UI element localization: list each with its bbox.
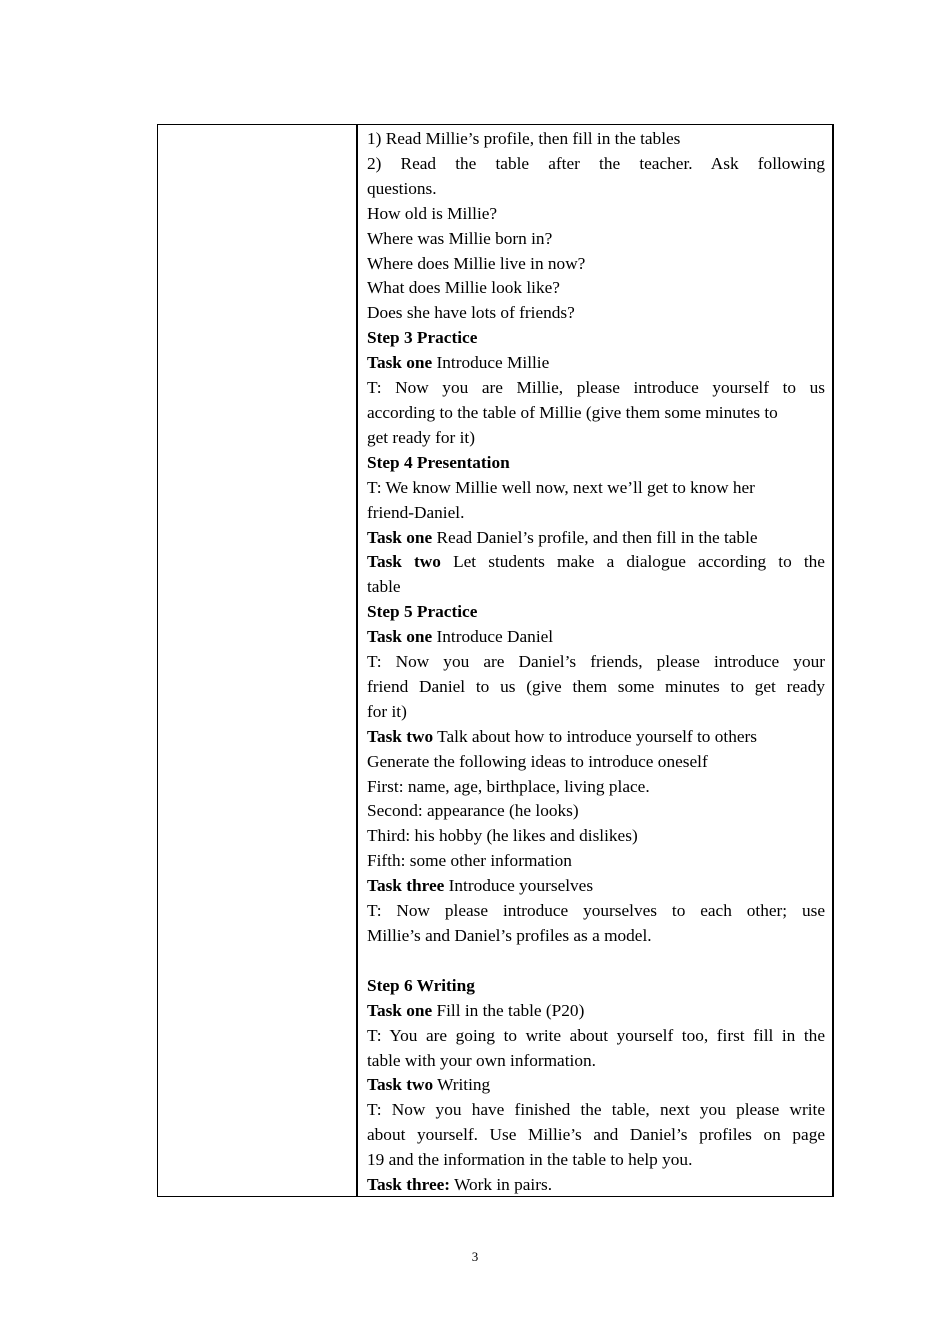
text-line [367,501,825,526]
line-text: T: We know Millie well now, next we’ll get to know her [367,477,755,497]
bold-label: Task two [367,726,434,746]
blank-line [367,949,825,974]
line-text: T: Now you have finished the table, next you please write [367,1100,825,1120]
text-line [367,874,825,899]
text-line [367,227,825,252]
text-line [367,351,825,376]
line-text: Introduce Daniel [432,627,554,647]
text-line [367,476,825,501]
text-line [367,1148,825,1173]
lesson-table [157,124,834,1197]
text-line [367,1173,825,1198]
line-text: friend Daniel to us (give them some minutes to get ready [367,676,825,696]
text-line [367,177,825,202]
line-text: Introduce yourselves [444,876,594,896]
bold-label: Task three [367,876,445,896]
text-line [367,799,825,824]
text-line [367,650,825,675]
text-line [367,301,825,326]
text-line [367,276,825,301]
page-number: 3 [471,1249,479,1264]
line-text: Where does Millie live in now? [367,253,586,273]
line-text: according to the table of Millie (give them some minutes to [367,402,778,422]
text-line [367,1123,825,1148]
line-text: Third: his hobby (he likes and dislikes) [367,826,638,846]
line-text: T: Now you are Millie, please introduce yourself to us [367,378,825,398]
line-text: Talk about how to introduce yourself to others [433,726,757,746]
line-text: friend-Daniel. [367,502,465,522]
text-line [367,550,825,575]
section-heading [367,600,825,625]
text-line [367,202,825,227]
text-line [367,152,825,177]
text-line [367,575,825,600]
text-line [367,526,825,551]
bold-label: Task one [367,1000,433,1020]
line-text: Let students make a dialogue according to the [440,552,825,572]
text-line [367,252,825,277]
text-line [367,999,825,1024]
section-heading [367,326,825,351]
text-line [367,849,825,874]
lesson-content-cell [367,127,825,1198]
line-text: T: You are going to write about yourself too, first fill in the [367,1025,825,1045]
line-text: for it) [367,701,407,721]
line-text: How old is Millie? [367,203,498,223]
line-text: 19 and the information in the table to help you. [367,1150,693,1170]
bold-label: Task one [367,527,433,547]
text-line [367,1073,825,1098]
text-line [367,750,825,775]
bold-label: Step 6 Writing [367,975,475,995]
text-line [367,775,825,800]
text-line [367,426,825,451]
line-text: Introduce Millie [432,353,550,373]
bold-label: Task two [367,1075,434,1095]
bold-label: Task two [367,552,441,572]
line-text: table with your own information. [367,1050,596,1070]
text-line [367,401,825,426]
bold-label: Task one [367,353,433,373]
line-text: Work in pairs. [450,1175,553,1195]
text-line [367,675,825,700]
section-heading [367,974,825,999]
line-text: Writing [433,1075,491,1095]
text-line [367,127,825,152]
line-text: about yourself. Use Millie’s and Daniel’s profiles on page [367,1125,825,1145]
text-line [367,924,825,949]
line-text: T: Now please introduce yourselves to each other; use [367,901,825,921]
bold-label: Step 5 Practice [367,602,478,622]
line-text: 2) Read the table after the teacher. Ask following [367,153,825,173]
line-text: Millie’s and Daniel’s profiles as a model. [367,926,652,945]
bold-label: Step 3 Practice [367,328,478,348]
text-line [367,1024,825,1049]
line-text: Does she have lots of friends? [367,303,575,323]
section-heading [367,451,825,476]
text-line [367,376,825,401]
line-text: Generate the following ideas to introduce oneself [367,751,708,771]
line-text: Where was Millie born in? [367,228,553,248]
bold-label: Step 4 Presentation [367,452,510,472]
text-line [367,824,825,849]
text-line [367,899,825,924]
line-text: get ready for it) [367,427,475,447]
line-text: Fill in the table (P20) [432,1000,585,1020]
line-text: Read Daniel’s profile, and then fill in the table [432,527,758,547]
text-line [367,725,825,750]
left-column-cell [158,125,358,1196]
text-line [367,700,825,725]
line-text: What does Millie look like? [367,278,560,298]
text-line [367,1049,825,1074]
line-text: Fifth: some other information [367,851,572,871]
line-text: questions. [367,178,437,198]
line-text: First: name, age, birthplace, living place. [367,776,650,796]
line-text: 1) Read Millie’s profile, then fill in the tables [367,129,681,148]
text-line [367,625,825,650]
text-line [367,1098,825,1123]
line-text: T: Now you are Daniel’s friends, please introduce your [367,652,825,672]
line-text: table [367,577,401,597]
line-text: Second: appearance (he looks) [367,801,579,821]
bold-label: Task one [367,627,433,647]
bold-label: Task three: [367,1175,451,1195]
